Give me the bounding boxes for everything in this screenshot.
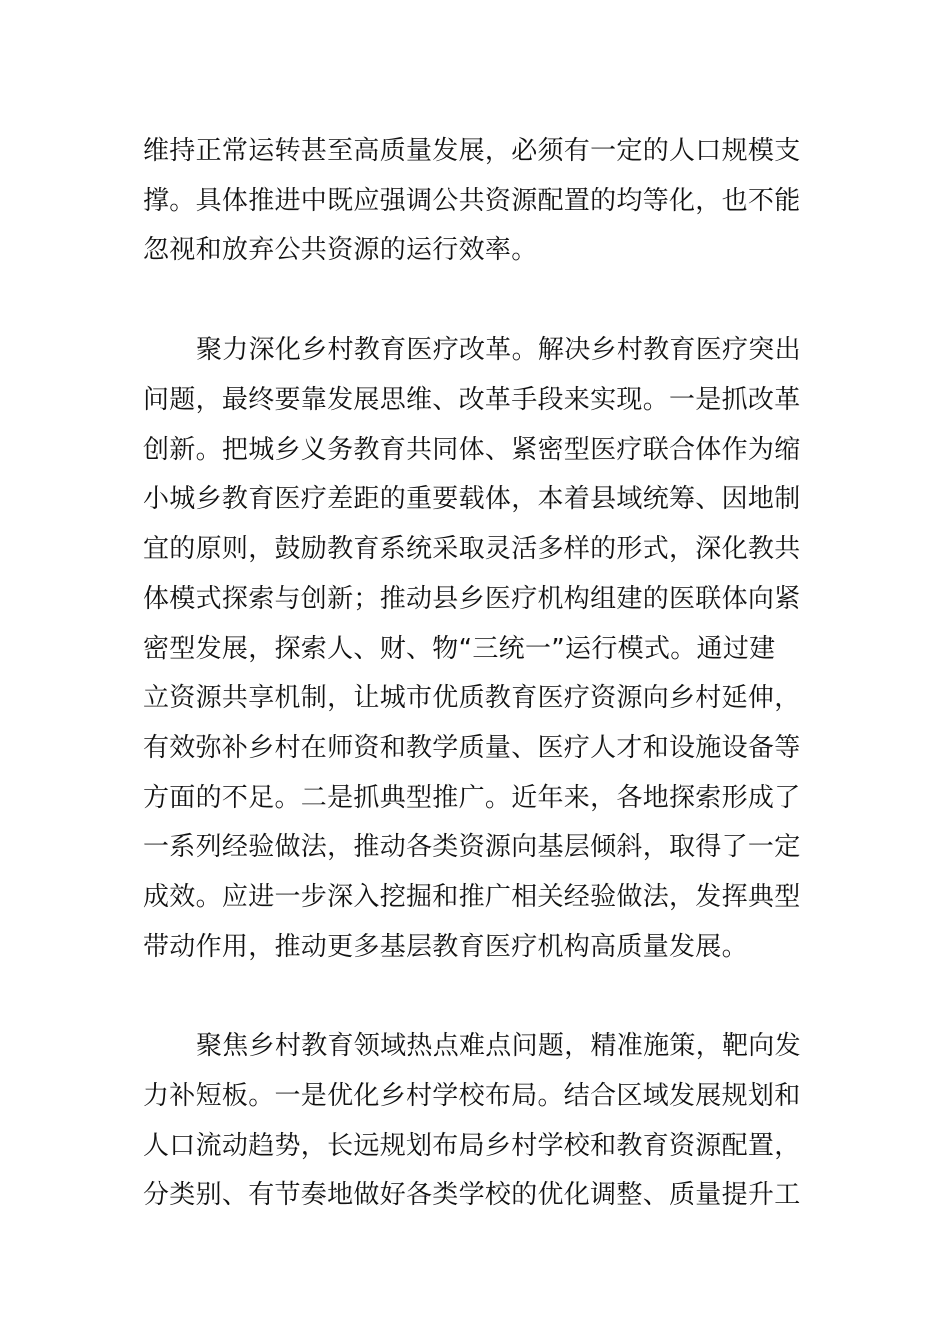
text-line: 方面的不足。二是抓典型推广。近年来，各地探索形成了 [143, 783, 801, 813]
text-line: 成效。应进一步深入挖掘和推广相关经验做法，发挥典型 [143, 882, 801, 912]
text-line: 维持正常运转甚至高质量发展，必须有一定的人口规模支 [143, 136, 801, 166]
text-line: 撑。具体推进中既应强调公共资源配置的均等化，也不能 [143, 186, 801, 216]
text-line: 密型发展，探索人、财、物“三统一”运行模式。通过建 [143, 634, 776, 664]
text-line: 小城乡教育医疗差距的重要载体，本着县域统筹、因地制 [143, 484, 801, 514]
text-line: 一系列经验做法，推动各类资源向基层倾斜，取得了一定 [143, 832, 801, 862]
text-line: 带动作用，推动更多基层教育医疗机构高质量发展。 [143, 932, 748, 962]
text-line: 分类别、有节奏地做好各类学校的优化调整、质量提升工 [143, 1180, 801, 1210]
text-line: 立资源共享机制，让城市优质教育医疗资源向乡村延伸， [143, 683, 801, 713]
text-line: 宜的原则，鼓励教育系统采取灵活多样的形式，深化教共 [143, 534, 801, 564]
text-line: 创新。把城乡义务教育共同体、紧密型医疗联合体作为缩 [143, 435, 801, 465]
text-line: 体模式探索与创新；推动县乡医疗机构组建的医联体向紧 [143, 584, 801, 614]
text-line: 忽视和放弃公共资源的运行效率。 [143, 235, 538, 265]
text-line: 聚力深化乡村教育医疗改革。解决乡村教育医疗突出 [196, 335, 801, 365]
text-line: 问题，最终要靠发展思维、改革手段来实现。一是抓改革 [143, 385, 801, 415]
text-line: 有效弥补乡村在师资和教学质量、医疗人才和设施设备等 [143, 733, 801, 763]
text-line: 聚焦乡村教育领域热点难点问题，精准施策，靶向发 [196, 1031, 801, 1061]
text-line: 力补短板。一是优化乡村学校布局。结合区域发展规划和 [143, 1081, 801, 1111]
text-line: 人口流动趋势，长远规划布局乡村学校和教育资源配置， [143, 1131, 801, 1161]
